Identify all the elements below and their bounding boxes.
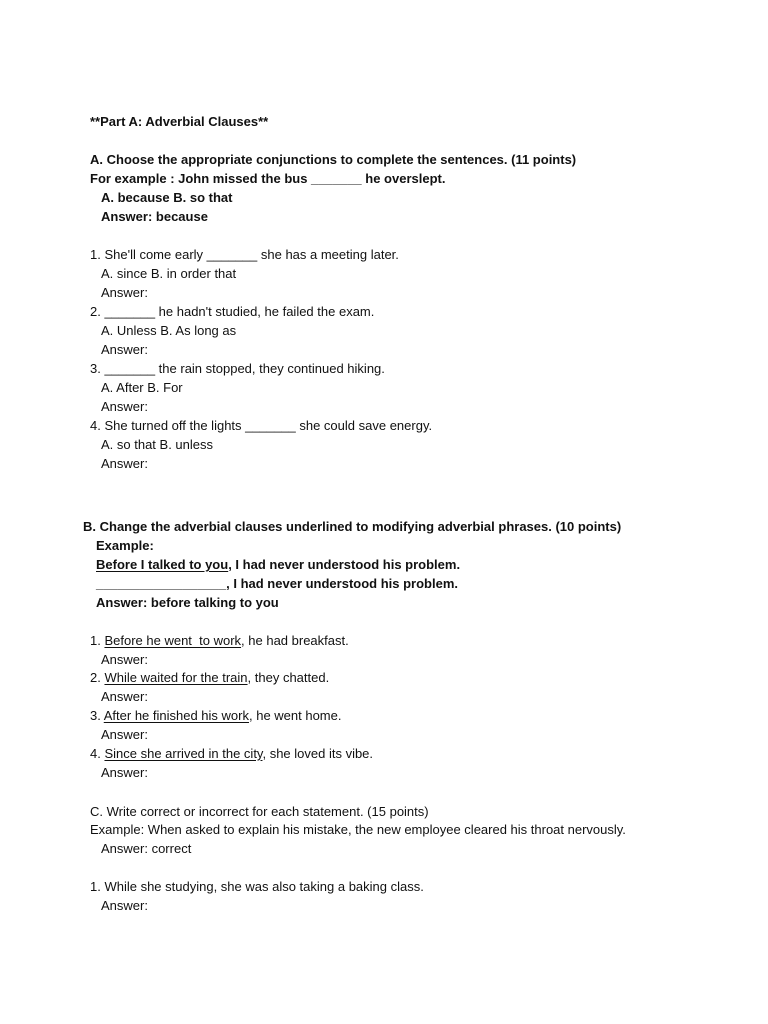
section-a-answer: Answer:: [101, 456, 148, 471]
section-c-heading: C. Write correct or incorrect for each statement. (15 points): [90, 804, 429, 819]
section-b-answer: Answer:: [101, 727, 148, 742]
section-b-answer: Answer:: [101, 652, 148, 667]
section-b-question: [90, 706, 341, 725]
section-c-example: Example: When asked to explain his mistake, the new employee cleared his throat nervously.: [90, 822, 626, 837]
section-a-answer: Answer:: [101, 399, 148, 414]
section-a-example-options: A. because B. so that: [101, 190, 233, 205]
section-a-example: For example : John missed the bus _______ he overslept.: [90, 171, 446, 186]
section-a-options: A. Unless B. As long as: [101, 323, 237, 338]
section-a-options: A. since B. in order that: [101, 266, 237, 281]
section-b-question: [90, 668, 329, 687]
underlined-clause: After he finished his work: [103, 708, 249, 723]
underlined-clause: Since she arrived in the city: [104, 746, 263, 761]
section-a-example-answer: Answer: because: [101, 209, 208, 224]
section-b-example-label: Example:: [96, 538, 154, 553]
question-rest: , she loved its vibe.: [262, 746, 374, 761]
section-a-options: A. After B. For: [101, 380, 183, 395]
section-b-example-clause: Before I talked to you: [96, 557, 229, 572]
question-number: 2.: [90, 670, 105, 685]
section-a-answer: Answer:: [101, 285, 148, 300]
section-a-heading: A. Choose the appropriate conjunctions to complete the sentences. (11 points): [90, 152, 577, 167]
question-number: 1.: [90, 633, 105, 648]
section-b-example-sentence: [96, 555, 460, 574]
section-b-example-answer: Answer: before talking to you: [96, 595, 279, 610]
section-a-options: A. so that B. unless: [101, 437, 214, 452]
underlined-clause: Before he went to work: [104, 633, 242, 648]
section-b-example-rest: , I had never understood his problem.: [228, 557, 461, 572]
question-rest: , he went home.: [248, 708, 342, 723]
section-a-answer: Answer:: [101, 342, 148, 357]
section-a-question: 2. _______ he hadn't studied, he failed the exam.: [90, 304, 375, 319]
section-b-question: [90, 744, 373, 763]
section-a-question: 3. _______ the rain stopped, they continued hiking.: [90, 361, 385, 376]
part-title: **Part A: Adverbial Clauses**: [90, 114, 269, 129]
question-rest: , they chatted.: [247, 670, 330, 685]
section-c-question: 1. While she studying, she was also taking a baking class.: [90, 879, 424, 894]
section-b-answer: Answer:: [101, 689, 148, 704]
section-a-question: 1. She'll come early _______ she has a meeting later.: [90, 247, 399, 262]
section-c-example-answer: Answer: correct: [101, 841, 192, 856]
question-rest: , he had breakfast.: [241, 633, 349, 648]
underlined-clause: While waited for the train: [104, 670, 248, 685]
section-a-question: 4. She turned off the lights _______ she could save energy.: [90, 418, 433, 433]
section-b-answer: Answer:: [101, 765, 148, 780]
question-number: 3.: [90, 708, 104, 723]
section-c-answer: Answer:: [101, 898, 148, 913]
question-number: 4.: [90, 746, 105, 761]
section-b-example-blank-line: __________________, I had never understood his problem.: [96, 576, 459, 591]
section-b-heading: B. Change the adverbial clauses underlined to modifying adverbial phrases. (10 points): [83, 519, 622, 534]
section-b-question: [90, 631, 349, 650]
